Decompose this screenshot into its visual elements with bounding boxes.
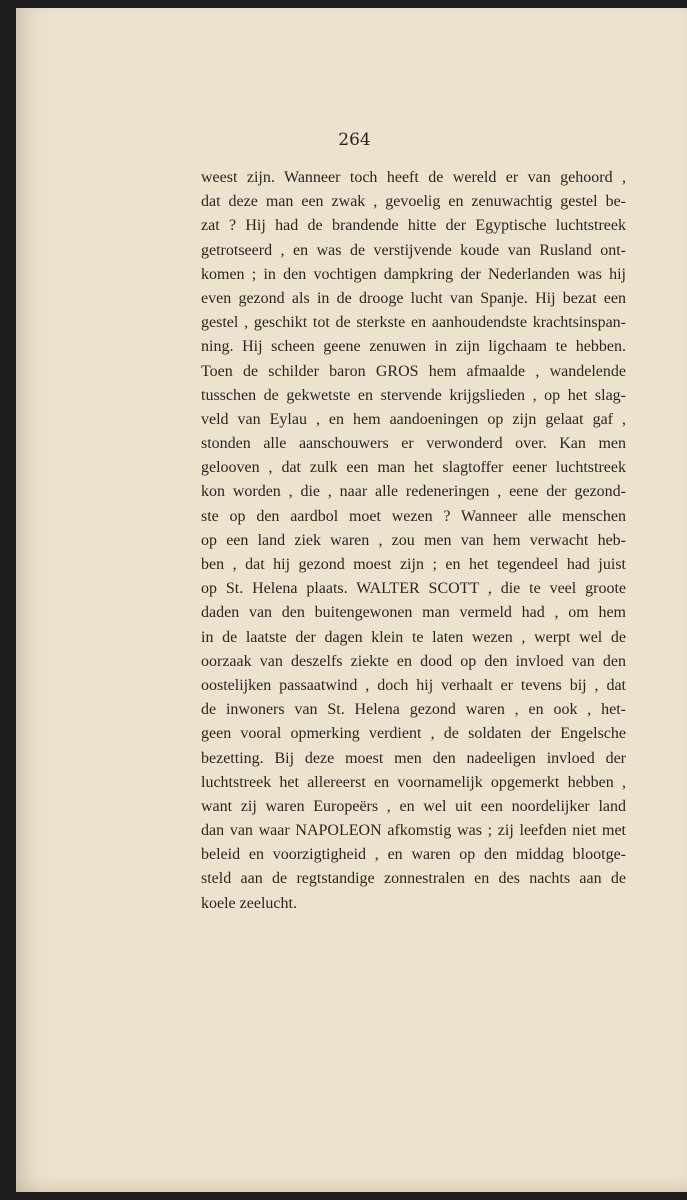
text-line: luchtstreek het allereerst en voornamelijk opgemerkt hebben , bbox=[201, 773, 626, 791]
text-line: op een land ziek waren , zou men van hem verwacht heb- bbox=[201, 531, 626, 549]
text-line: daden van den buitengewonen man vermeld had , om hem bbox=[201, 604, 626, 622]
text-line: even gezond als in de drooge lucht van Spanje. Hij bezat een bbox=[201, 289, 626, 307]
text-line: komen ; in den vochtigen dampkring der Nederlanden was hij bbox=[201, 265, 626, 283]
text-line: oorzaak van deszelfs ziekte en dood op den invloed van den bbox=[201, 652, 626, 670]
text-line: op St. Helena plaats. WALTER SCOTT , die te veel groote bbox=[201, 580, 626, 598]
body-text bbox=[201, 166, 626, 916]
text-line: de inwoners van St. Helena gezond waren , en ook , het- bbox=[201, 701, 626, 719]
text-line: kon worden , die , naar alle redeneringen , eene der gezond- bbox=[201, 483, 626, 501]
text-line: gelooven , dat zulk een man het slagtoffer eener luchtstreek bbox=[201, 459, 626, 477]
page-number: 264 bbox=[338, 130, 371, 150]
text-line: beleid en voorzigtigheid , en waren op den middag blootge- bbox=[201, 846, 626, 864]
book-page bbox=[16, 8, 687, 1192]
text-line: ning. Hij scheen geene zenuwen in zijn ligchaam te hebben. bbox=[201, 338, 626, 356]
text-line: koele zeelucht. bbox=[201, 894, 297, 912]
text-line: in de laatste der dagen klein te laten wezen , werpt wel de bbox=[201, 628, 626, 646]
text-line: ste op den aardbol moet wezen ? Wanneer alle menschen bbox=[201, 507, 626, 525]
text-line: stonden alle aanschouwers er verwonderd over. Kan men bbox=[201, 435, 626, 453]
text-line: steld aan de regtstandige zonnestralen en des nachts aan de bbox=[201, 870, 626, 888]
text-line: weest zijn. Wanneer toch heeft de wereld er van gehoord , bbox=[201, 169, 626, 186]
text-line: dat deze man een zwak , gevoelig en zenuwachtig gestel be- bbox=[201, 193, 626, 211]
text-line: veld van Eylau , en hem aandoeningen op zijn gelaat gaf , bbox=[201, 410, 626, 428]
text-line: tusschen de gekwetste en stervende krijgslieden , op het slag- bbox=[201, 386, 626, 404]
text-line: Toen de schilder baron GROS hem afmaalde , wandelende bbox=[201, 362, 626, 380]
text-line: getrotseerd , en was de verstijvende koude van Rusland ont- bbox=[201, 241, 626, 259]
text-line: bezetting. Bij deze moest men den nadeeligen invloed der bbox=[201, 749, 626, 767]
text-line: ben , dat hij gezond moest zijn ; en het tegendeel had juist bbox=[201, 556, 626, 573]
text-line: oostelijken passaatwind , doch hij verhaalt er tevens bij , dat bbox=[201, 676, 626, 694]
text-line: want zij waren Europeërs , en wel uit een noordelijker land bbox=[201, 797, 626, 815]
text-line: dan van waar NAPOLEON afkomstig was ; zij leefden niet met bbox=[201, 822, 626, 840]
text-line: geen vooral opmerking verdient , de soldaten der Engelsche bbox=[201, 725, 626, 743]
text-line: gestel , geschikt tot de sterkste en aanhoudendste krachtsinspan- bbox=[201, 314, 626, 332]
text-line: zat ? Hij had de brandende hitte der Egyptische luchtstreek bbox=[201, 217, 626, 235]
